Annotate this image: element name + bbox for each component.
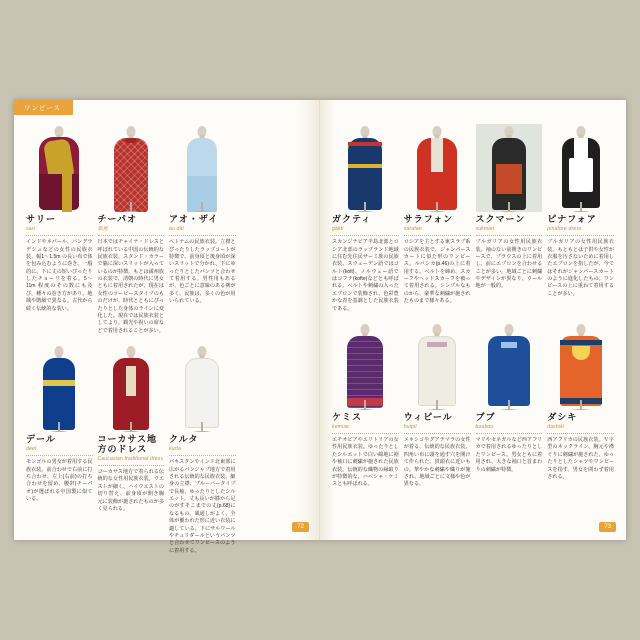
entry-name-ja: チーパオ [97,214,138,224]
divider [332,235,399,236]
entry-sarafan[interactable] [404,124,471,313]
entry-name-ja: ピナフォア [547,214,597,224]
divider [26,455,93,456]
divider [476,433,543,434]
entry-image [169,344,236,432]
entry-name-en: dashiki [547,423,565,430]
entry-description: 日本ではチャイナ・ドレスと呼ばれている中国の伝統的な民族衣装。スタンド・カラーで脇に深いスリットが入っているのが特徴。もとは満州族の衣装で、清朝の時代に男女ともに着用されたが、現在は女性のツーピースタイプのものだけが、時代とともにぴったりとした身体のラインに変化した。現在では民族衣装としてより、観光や祝いの席などで着用されることが多い。 [97,239,164,334]
entry-gakti[interactable] [332,124,399,313]
divider [404,235,471,236]
entry-image [547,322,614,410]
entry-caucasus-dress[interactable] [98,344,165,555]
entry-description: パキスタンやインド北東部に広がるパンジャブ地方で着用される伝統的な民族衣装。細身の立襟、ブルーバータイプで長袖、ゆったりとしたシルエット。丈も長いが膝から足のがすそこまでの丈(p.68)になるもの、風通しがよく、全体が覆われた形に近い衣装に適している。下にサルワールやチュリダールというパンツと合わせてワンピースのように着用する。 [169,459,236,554]
entry-boubou[interactable] [476,322,543,489]
entry-image [26,344,93,432]
entry-name-ja: サラフォン [403,214,454,224]
entry-name-en: sukman [475,225,495,232]
entry-description: インドやネパール、バングラデシュなどの女性の民族衣装。幅1～1.5m の長い布で体を包み込むように巻き、一般的に、下に丈の短いぴったりしたチョーリを着る。5～11m 程度のその数にも及び、種々の巻き方があり、地域や階級で異なる。古代から続く伝統的な装い。 [26,239,93,312]
entry-name-en: sarafan [403,225,422,232]
entry-name-en: sari [26,225,35,232]
entry-image [26,124,93,212]
entry-image [332,124,399,212]
entry-aodai[interactable] [169,124,236,335]
divider [98,235,165,236]
entry-name-en: deel [26,445,37,452]
divider [98,465,165,466]
entry-image [404,124,471,212]
entry-huipil[interactable] [404,322,471,489]
entry-sari[interactable] [26,124,93,335]
entry-description: スカンジナビア半島北部とロシア北部のラップランド地域に住む先住民サーミ族の民族衣装、スウェーデン語ではコルト(kolt)、ノルウェー語ではコフテ(kofte)などとも呼ばれる。ベルトや刺繍の入ったエプロンで装飾され、色彩豊かな青を基調とした民族衣装である。 [332,239,399,312]
divider [476,235,543,236]
entry-description: ブルガリアの女性用民族衣装。袖のない前開きのワンピースで、ブラウスの上に着用し、前にエプロンを合わせることが多い。地域ごとに刺繍やデザインが異なり、ウール地が一般的。 [475,239,543,290]
entry-kemise[interactable] [332,322,399,489]
entry-name-en: pinafore dress [547,225,582,232]
divider [169,455,236,456]
entry-kurta[interactable] [169,344,236,555]
page-number-left: 72 [292,522,309,532]
entry-name-ja: デール [26,434,56,445]
entry-image [98,124,165,212]
right-grid-row1 [332,124,614,313]
entry-image [404,322,471,410]
book-spread [14,100,626,554]
empty-cell [241,124,308,335]
entry-pinafore[interactable] [547,124,614,313]
entry-image [547,124,614,212]
entry-name-en: huipil [403,423,417,430]
entry-image [169,124,236,212]
entry-name-en: boubou [475,423,494,430]
entry-name-ja: ブブ [475,411,496,422]
entry-description: ベトナムの民族衣装。立襟とぴったりしたラップコートが特徴で、前身頃と後身頃が深いスリットで分かれ、下にゆったりとしたパンツと合わせて着用する。男性用もあるが、色ごとに意味のある例が多く、民族は、多くの色が用いられている。 [169,239,236,305]
entry-description: ブルガリアの女性用民族衣装。もともとは子供や女性が衣服を汚さないために着用したエプロンを指したが、今ではそれがジャンパースカートのように進化したもの。ワンピースの上に重ねて着用することが多い。 [547,239,614,297]
entry-image [476,124,543,212]
entry-name-en: kurta [169,445,182,452]
entry-description: マリやセネガルなど西アフリカで着用されるゆったりとしたワンピース。男女ともに着用され、大きな袖口と首まわりの刺繍が特徴。 [475,437,543,473]
right-grid-row2 [332,322,614,489]
entry-name-en: ào dài [169,225,184,232]
entry-image [98,344,165,432]
entry-name-ja: クルタ [169,434,199,445]
divider [332,433,399,434]
entry-image [332,322,399,410]
chapter-tab: ワンピース [14,100,73,115]
entry-qipao[interactable] [98,124,165,335]
entry-image [476,322,543,410]
divider [547,235,614,236]
right-page [320,100,626,540]
entry-dashiki[interactable] [547,322,614,489]
left-grid-row1 [26,124,307,335]
entry-name-ja: アオ・ザイ [169,214,219,224]
divider [404,433,471,434]
entry-name-en: 旗袍 [97,225,108,232]
entry-description: ロシアを主とする東スラブ系の民族衣装で、ジャンパースカートに似た形のワンピース。ルバシカ(p.46)の上に着用する。ベルトを締め、スカーフやヘッドスカーフを被って着用される。シンプルなものから、豪華な刺繍が施されたものまで様々ある。 [403,239,471,305]
entry-deel[interactable] [26,344,93,555]
entry-sukman[interactable] [476,124,543,313]
entry-description: エチオピアやエリトリアの女性用民族衣装。ゆったりとしたシルエットで白い綿地に裾や袖口に刺繍が施された民族衣装。伝統的な織物の縁取りが特徴的な、ハベシャ・ケミスとも呼ばれる。 [332,437,399,488]
entry-name-en: kemise [332,423,350,430]
entry-name-ja: コーカサス地方のドレス [97,434,157,454]
entry-name-en: gákti [332,225,344,232]
page-number-right: 73 [599,522,616,532]
entry-description: コーカサス地方で着られる伝統的な女性用民族衣装。ウエストが細く、ハイウエストの切り替え、前身頃が開き胸元に装飾が施されたものが多く見られる。 [97,469,164,512]
left-page [14,100,320,554]
divider [169,235,236,236]
entry-name-ja: ダシキ [547,411,578,422]
entry-description: モンゴルの男女が着用する民族衣装。前合わせで右前に打ち合わせ、左上(右前)の打ち合わせを留め、腰帯(チーパオ)が選ばれる中国製に似ている。 [26,459,93,503]
entry-name-ja: ガクティ [332,214,372,224]
entry-name-ja: スクマーン [475,214,526,224]
entry-name-en: Caucasian traditional dress [97,455,164,462]
left-grid-row2 [26,344,307,555]
entry-description: メキシコやグアテマラの女性が着る、伝統的な民族衣装。四角い布に頭を通す穴を開けて作られた、貫頭衣に近いもの。華やかな刺繍や織りが施され、地域ごとに文様や色が異なる。 [403,437,471,488]
entry-name-ja: ケミス [332,411,363,422]
entry-name-ja: ウィピール [403,411,453,422]
entry-name-ja: サリー [26,214,57,224]
entry-description: 西アフリカの民族衣装。Ｖ字型のネックライン、胸元や襟ぐりに刺繍が施された、ゆったりとしたシャツやワンピースを指す。男女を問わず着用される。 [547,437,614,480]
divider [26,235,93,236]
divider [547,433,614,434]
